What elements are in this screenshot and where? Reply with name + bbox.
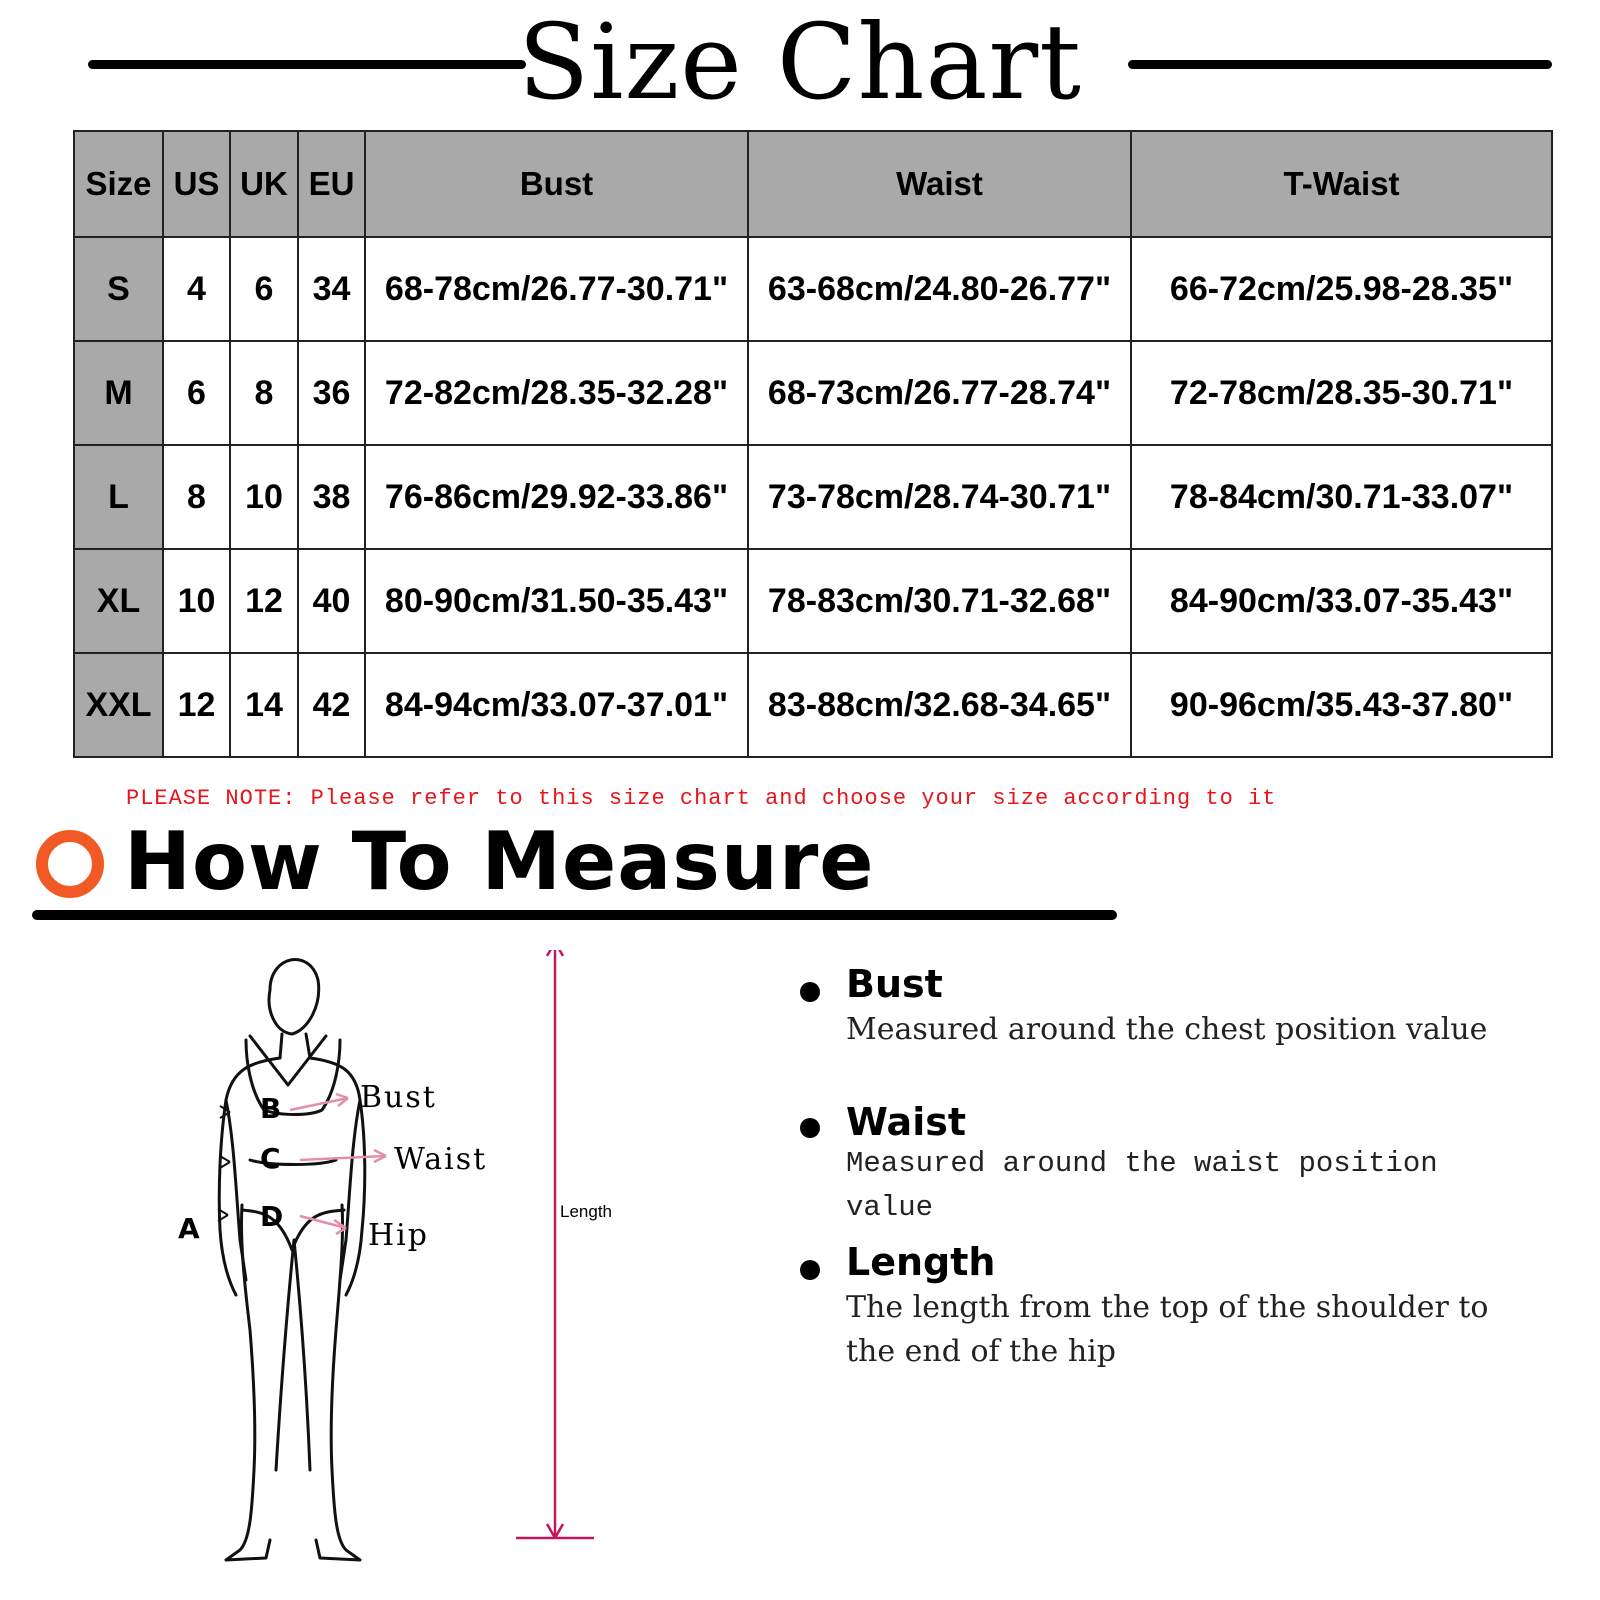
definition-bust <box>800 962 1520 1047</box>
definition-desc: The length from the top of the shoulder to the end of the hip <box>846 1290 1489 1369</box>
eu-cell: 42 <box>298 653 365 757</box>
definition-waist <box>800 1100 1520 1224</box>
bust-cell: 80-90cm/31.50-35.43" <box>365 549 748 653</box>
figure-label-bust: Bust <box>360 1080 437 1115</box>
bullet-icon <box>800 1118 820 1138</box>
title-rule-right <box>1128 60 1552 69</box>
waist-cell: 78-83cm/30.71-32.68" <box>748 549 1131 653</box>
t-waist-cell: 66-72cm/25.98-28.35" <box>1131 237 1552 341</box>
bullet-icon <box>800 1260 820 1280</box>
waist-cell: 68-73cm/26.77-28.74" <box>748 341 1131 445</box>
definition-desc: Measured around the chest position value <box>846 1012 1488 1047</box>
header-us: US <box>163 131 230 237</box>
bust-cell: 72-82cm/28.35-32.28" <box>365 341 748 445</box>
size-cell: L <box>74 445 163 549</box>
us-cell: 10 <box>163 549 230 653</box>
bullet-icon <box>800 982 820 1002</box>
size-cell: M <box>74 341 163 445</box>
body-measurement-figure <box>170 950 650 1590</box>
how-to-measure-heading-area <box>32 815 1122 922</box>
table-row <box>74 237 1552 341</box>
header-eu: EU <box>298 131 365 237</box>
table-header-row <box>74 131 1552 237</box>
figure-letter-d: D <box>260 1200 284 1233</box>
us-cell: 6 <box>163 341 230 445</box>
figure-label-length: Length <box>560 1202 612 1221</box>
waist-cell: 63-68cm/24.80-26.77" <box>748 237 1131 341</box>
title-area <box>0 0 1600 123</box>
figure-label-waist: Waist <box>394 1142 488 1177</box>
t-waist-cell: 72-78cm/28.35-30.71" <box>1131 341 1552 445</box>
definition-length <box>800 1240 1520 1380</box>
t-waist-cell: 90-96cm/35.43-37.80" <box>1131 653 1552 757</box>
orange-ring-icon <box>36 830 104 898</box>
figure-letter-a: A <box>178 1212 200 1245</box>
bust-cell: 76-86cm/29.92-33.86" <box>365 445 748 549</box>
definition-term: Bust <box>846 962 943 1006</box>
header-t-waist: T-Waist <box>1131 131 1552 237</box>
body-outline-icon <box>170 950 650 1590</box>
waist-cell: 83-88cm/32.68-34.65" <box>748 653 1131 757</box>
bust-cell: 68-78cm/26.77-30.71" <box>365 237 748 341</box>
uk-cell: 12 <box>230 549 298 653</box>
table-row <box>74 445 1552 549</box>
heading-underline <box>32 910 1117 920</box>
size-cell: XL <box>74 549 163 653</box>
waist-cell: 73-78cm/28.74-30.71" <box>748 445 1131 549</box>
uk-cell: 8 <box>230 341 298 445</box>
t-waist-cell: 84-90cm/33.07-35.43" <box>1131 549 1552 653</box>
uk-cell: 14 <box>230 653 298 757</box>
figure-label-hip: Hip <box>368 1218 429 1253</box>
header-uk: UK <box>230 131 298 237</box>
size-cell: XXL <box>74 653 163 757</box>
uk-cell: 6 <box>230 237 298 341</box>
eu-cell: 36 <box>298 341 365 445</box>
figure-letter-c: C <box>260 1142 281 1175</box>
us-cell: 12 <box>163 653 230 757</box>
table-row <box>74 549 1552 653</box>
definition-term: Length <box>846 1240 996 1284</box>
table-row <box>74 653 1552 757</box>
eu-cell: 34 <box>298 237 365 341</box>
definition-desc: Measured around the waist position value <box>846 1147 1438 1224</box>
uk-cell: 10 <box>230 445 298 549</box>
bust-cell: 84-94cm/33.07-37.01" <box>365 653 748 757</box>
how-to-measure-title: How To Measure <box>124 815 875 908</box>
t-waist-cell: 78-84cm/30.71-33.07" <box>1131 445 1552 549</box>
header-size: Size <box>74 131 163 237</box>
size-cell: S <box>74 237 163 341</box>
page-title: Size Chart <box>518 1 1082 123</box>
figure-letter-b: B <box>260 1092 282 1125</box>
size-table <box>73 130 1553 758</box>
definition-term: Waist <box>846 1100 967 1144</box>
eu-cell: 38 <box>298 445 365 549</box>
header-bust: Bust <box>365 131 748 237</box>
table-row <box>74 341 1552 445</box>
eu-cell: 40 <box>298 549 365 653</box>
size-note: PLEASE NOTE: Please refer to this size chart and choose your size according to it <box>126 786 1277 811</box>
header-waist: Waist <box>748 131 1131 237</box>
us-cell: 8 <box>163 445 230 549</box>
us-cell: 4 <box>163 237 230 341</box>
